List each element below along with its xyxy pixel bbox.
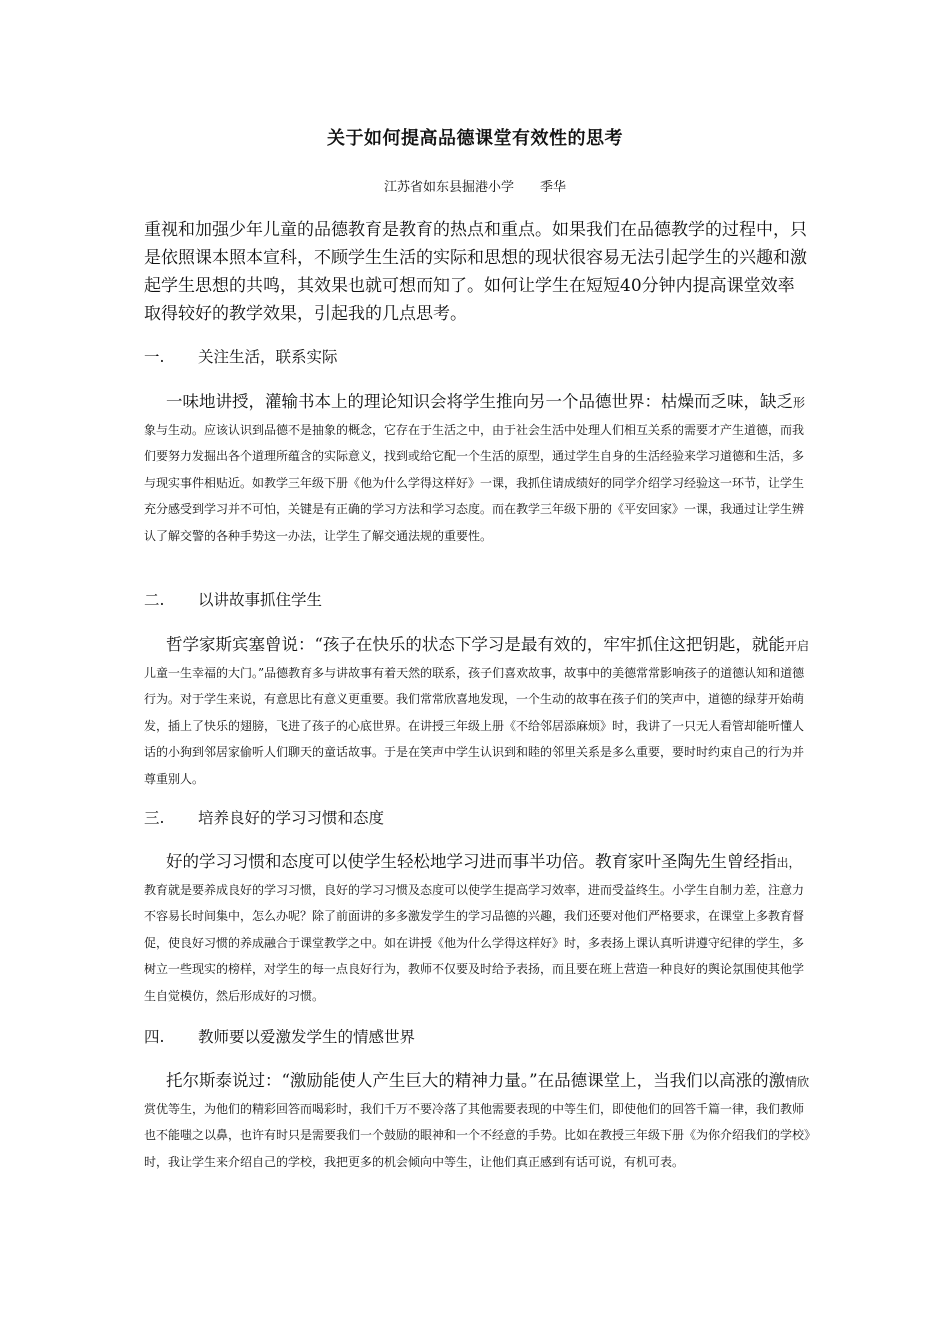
author-line: [0, 176, 950, 195]
section-body-text: 情欣赏优等生，为他们的精彩回答而喝彩时，我们千万不要冷落了其他需要表现的中等生们，即使他们的回答千篇一律，我们教师也不能嗤之以鼻，也许有时只是需要我们一个鼓励的眼神和一个不经意的手势。比如在教授三年级下册《为你介绍我们的学校》时，我让学生来介绍自己的学校，我把更多的机会倾向中等生，让他们真正感到有话可说，有机可表。: [144, 1075, 811, 1169]
section-number: 四.: [144, 1028, 165, 1046]
section-heading-2: [144, 588, 322, 610]
section-body-text: 开启儿童一生幸福的大门。”品德教育多与讲故事有着天然的联系，孩子们喜欢故事，故事中的美德常常影响孩子的道德认知和道德行为。对于学生来说，有意思比有意义更重要。我们常常欣喜地发现，一个生动的故事在孩子们的笑声中，道德的绿芽开始萌发，插上了快乐的翅膀，飞进了孩子的心底世界。在讲授三年级上册《不给邻居添麻烦》时，我讲了一只无人看管却能听懂人话的小狗到邻居家偷听人们聊天的童话故事。于是在笑声中学生认识到和睦的邻里关系是多么重要，要时时约束自己的行为并尊重别人。: [144, 639, 809, 786]
section-title: 以讲故事抓住学生: [198, 591, 323, 609]
document-title: 关于如何提高品德课堂有效性的思考: [327, 128, 623, 149]
section-heading-1: [144, 345, 338, 367]
section-title: 教师要以爱激发学生的情感世界: [198, 1028, 416, 1046]
section-title: 关注生活，联系实际: [198, 348, 338, 366]
section-paragraph-1: [144, 389, 810, 549]
section-heading-4: [144, 1025, 415, 1047]
section-paragraph-2: [144, 632, 810, 792]
section-paragraph-3: [144, 849, 810, 1009]
section-body-text: 出，教育就是要养成良好的学习习惯，良好的学习习惯及态度可以使学生提高学习效率，进而受益终生。小学生自制力差，注意力不容易长时间集中，怎么办呢？除了前面讲的多多激发学生的学习品德的兴趣，我们还要对他们严格要求，在课堂上多教育督促，使良好习惯的养成融合于课堂教学之中。如在讲授《他为什么学得这样好》时，多表扬上课认真听讲遵守纪律的学生，多树立一些现实的榜样，对学生的每一点良好行为，教师不仅要及时给予表扬，而且要在班上营造一种良好的舆论氛围使其他学生自觉模仿，然后形成好的习惯。: [144, 856, 805, 1003]
section-lead-text: 托尔斯泰说过：“激励能使人产生巨大的精神力量。”在品德课堂上，当我们以高涨的激: [166, 1071, 786, 1090]
section-heading-3: [144, 806, 384, 828]
section-lead-text: 一味地讲授，灌输书本上的理论知识会将学生推向另一个品德世界：枯燥而乏味，缺乏: [166, 392, 793, 411]
author-name: 季华: [540, 180, 567, 195]
section-lead-text: 好的学习习惯和态度可以使学生轻松地学习进而事半功倍。教育家叶圣陶先生曾经指: [166, 852, 777, 871]
section-body-text: 形象与生动。应该认识到品德不是抽象的概念，它存在于生活之中，由于社会生活中处理人们相互关系的需要才产生道德，而我们要努力发掘出各个道理所蕴含的实际意义，找到或给它配一个生活的原型，通过学生自身的生活经验来学习道德和生活，多与现实事件相贴近。如教学三年级下册《他为什么学得这样好》一课，我抓住请成绩好的同学介绍学习经验这一环节，让学生充分感受到学习并不可怕，关键是有正确的学习方法和学习态度。而在教学三年级下册的《平安回家》一课，我通过让学生辨认了解交警的各种手势这一办法，让学生了解交通法规的重要性。: [144, 396, 806, 543]
section-number: 三.: [144, 809, 165, 827]
intro-paragraph: 重视和加强少年儿童的品德教育是教育的热点和重点。如果我们在品德教学的过程中，只是依照课本照本宣科，不顾学生生活的实际和思想的现状很容易无法引起学生的兴趣和激起学生思想的共鸣，其效果也就可想而知了。如何让学生在短短40分钟内提高课堂效率取得较好的教学效果，引起我的几点思考。: [144, 220, 807, 324]
section-paragraph-4: [144, 1068, 810, 1175]
section-number: 二.: [144, 591, 165, 609]
section-lead-text: 哲学家斯宾塞曾说：“孩子在快乐的状态下学习是最有效的，牢牢抓住这把钥匙，就能: [166, 635, 785, 654]
section-title: 培养良好的学习习惯和态度: [198, 809, 385, 827]
author-school: 江苏省如东县掘港小学: [383, 180, 514, 195]
section-number: 一.: [144, 348, 165, 366]
